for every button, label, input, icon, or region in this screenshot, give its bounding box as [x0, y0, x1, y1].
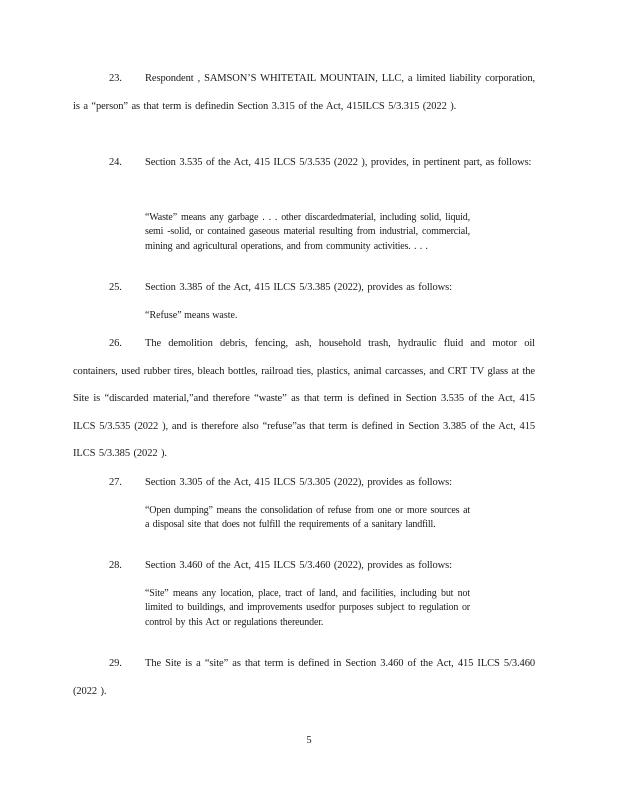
- paragraph-23: [73, 65, 535, 120]
- paragraph-number: 23.: [109, 73, 122, 84]
- paragraph-text: The demolition debris, fencing, ash, household trash, hydraulic fluid and motor oil containers, used rubber tires, bleach bottles, railroad ties, plastics, animal carcasses, and CRT TV glass at the Site is “discarded material,”and therefore “waste” as that term is defined in Section 3.535 of the Act, 415 ILCS 5/3.535 (2022 ), and is therefore also “refuse”as that term is defined in Section 3.385 of the Act, 415 ILCS 5/3.385 (2022 ).: [73, 338, 535, 459]
- paragraph-26: [73, 330, 535, 468]
- paragraph-text: Section 3.535 of the Act, 415 ILCS 5/3.535 (2022 ), provides, in pertinent part, as follows:: [145, 157, 532, 168]
- quote-site-definition: “Site” means any location, place, tract of land, and facilities, including but not limited to buildings, and improvements usedfor purposes subject to regulation or control by this Act or regulations thereunder.: [145, 588, 470, 628]
- paragraph-text: Section 3.385 of the Act, 415 ILCS 5/3.385 (2022), provides as follows:: [145, 282, 452, 293]
- paragraph-text: Respondent , SAMSON’S WHITETAIL MOUNTAIN, LLC, a limited liability corporation, is a “person” as that term is definedin Section 3.315 of the Act, 415ILCS 5/3.315 (2022 ).: [73, 73, 535, 112]
- paragraph-number: 24.: [109, 157, 122, 168]
- paragraph-text: Section 3.460 of the Act, 415 ILCS 5/3.460 (2022), provides as follows:: [145, 560, 452, 571]
- quote-refuse-definition: “Refuse” means waste.: [145, 310, 238, 321]
- paragraph-28: [73, 552, 535, 580]
- quote-waste-definition: “Waste” means any garbage . . . other discardedmaterial, including solid, liquid, semi -solid, or contained gaseous material resulting from industrial, commercial, mining and agricultural operations, and from community activities. . . .: [145, 212, 470, 252]
- paragraph-27: [73, 469, 535, 497]
- paragraph-number: 28.: [109, 560, 122, 571]
- page-number: 5: [306, 735, 312, 746]
- paragraph-text: Section 3.305 of the Act, 415 ILCS 5/3.305 (2022), provides as follows:: [145, 477, 452, 488]
- paragraph-25: [73, 274, 535, 302]
- paragraph-text: The Site is a “site” as that term is defined in Section 3.460 of the Act, 415 ILCS 5/3.460 (2022 ).: [73, 658, 535, 697]
- paragraph-number: 26.: [109, 338, 122, 349]
- paragraph-29: [73, 650, 535, 705]
- paragraph-number: 25.: [109, 282, 122, 293]
- quote-open-dumping-definition: “Open dumping” means the consolidation of refuse from one or more sources at a disposal site that does not fulfill the requirements of a sanitary landfill.: [145, 505, 470, 531]
- paragraph-number: 27.: [109, 477, 122, 488]
- paragraph-24: [73, 149, 535, 177]
- paragraph-number: 29.: [109, 658, 122, 669]
